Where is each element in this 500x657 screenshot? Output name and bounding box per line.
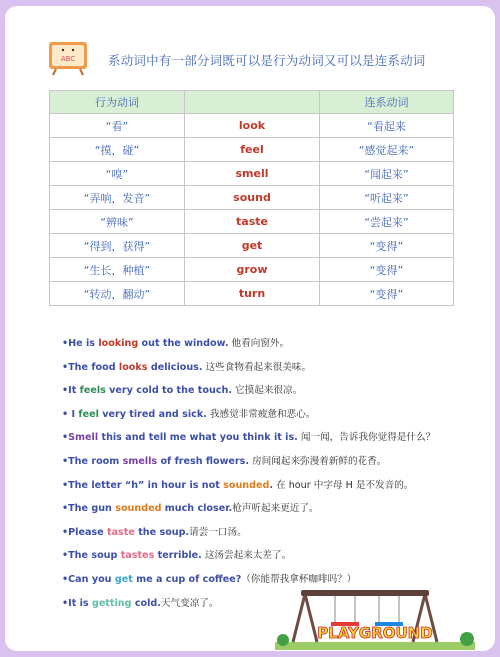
page bbox=[5, 6, 495, 651]
playground-illustration bbox=[275, 584, 475, 650]
header-word bbox=[185, 91, 320, 114]
linking-verb-cell: “看起来 bbox=[320, 114, 454, 138]
chinese-translation: 这汤尝起来太差了。 bbox=[201, 550, 292, 562]
action-verb-cell: “嗅” bbox=[50, 162, 185, 186]
chinese-translation: 他看向窗外。 bbox=[228, 338, 290, 349]
example-sentence bbox=[62, 332, 482, 356]
table-row bbox=[50, 210, 454, 234]
chinese-translation: 它摸起来很凉。 bbox=[231, 385, 303, 397]
chinese-translation: 我感觉非常疲惫和恶心。 bbox=[206, 408, 316, 420]
chinese-translation: 这些食物看起来很美味。 bbox=[202, 361, 312, 373]
example-prefix: • I bbox=[62, 408, 79, 420]
highlighted-verb: looking bbox=[98, 338, 139, 349]
table-row bbox=[50, 186, 454, 210]
example-sentence bbox=[62, 544, 482, 568]
example-sentence bbox=[62, 497, 482, 521]
example-sentence bbox=[62, 426, 482, 450]
action-verb-cell: “转动，翻动” bbox=[50, 282, 185, 306]
action-verb-cell: “得到，获得” bbox=[50, 234, 185, 258]
table-row bbox=[50, 258, 454, 282]
word-cell: taste bbox=[185, 210, 320, 234]
header bbox=[48, 40, 468, 80]
highlighted-verb: smells bbox=[122, 455, 158, 467]
example-sentence bbox=[62, 356, 482, 380]
example-suffix: this and tell me what you think it is. bbox=[98, 432, 298, 444]
example-suffix: of fresh flowers. bbox=[157, 455, 250, 467]
linking-verb-cell: “感觉起来” bbox=[320, 138, 454, 162]
board-text: ABC bbox=[60, 55, 76, 63]
example-suffix: out the window. bbox=[138, 338, 229, 349]
example-sentence bbox=[62, 379, 482, 403]
example-prefix: •The gun bbox=[62, 503, 116, 515]
action-verb-cell: “摸，碰” bbox=[50, 138, 185, 162]
table-row bbox=[50, 234, 454, 258]
example-prefix: •The food bbox=[62, 361, 119, 373]
highlighted-verb: getting bbox=[91, 597, 132, 609]
example-suffix: . bbox=[269, 479, 274, 491]
highlighted-verb: taste bbox=[107, 526, 135, 538]
word-cell: smell bbox=[185, 162, 320, 186]
word-cell: sound bbox=[185, 186, 320, 210]
example-prefix: •Can you bbox=[62, 573, 115, 585]
example-suffix: delicious. bbox=[147, 361, 203, 373]
example-prefix: •The soup bbox=[62, 550, 121, 562]
highlighted-verb: feel bbox=[78, 408, 99, 420]
example-prefix: •Please bbox=[62, 526, 107, 538]
linking-verb-cell: “闻起来” bbox=[320, 162, 454, 186]
example-suffix: the soup. bbox=[134, 526, 190, 538]
example-prefix: •It is bbox=[62, 597, 92, 609]
verb-table bbox=[49, 90, 454, 306]
page-title: 系动词中有一部分词既可以是行为动词又可以是连系动词 bbox=[108, 53, 426, 68]
example-suffix: cold. bbox=[131, 597, 161, 609]
example-sentence bbox=[62, 474, 482, 498]
chalkboard-icon bbox=[48, 40, 88, 76]
playground-label: PLAYGROUND bbox=[317, 624, 433, 642]
chinese-translation: 闻一闻，告诉我你觉得是什么？ bbox=[297, 432, 436, 444]
linking-verb-cell: “尝起来” bbox=[320, 210, 454, 234]
example-sentences bbox=[62, 332, 482, 615]
highlighted-verb: feels bbox=[79, 385, 106, 397]
header-linking-verb: 连系动词 bbox=[320, 91, 454, 114]
table-row bbox=[50, 282, 454, 306]
example-sentence bbox=[62, 403, 482, 427]
highlighted-verb: looks bbox=[118, 361, 148, 373]
word-cell: feel bbox=[185, 138, 320, 162]
example-prefix: •The room bbox=[62, 455, 123, 467]
word-cell: get bbox=[185, 234, 320, 258]
example-sentence bbox=[62, 450, 482, 474]
highlighted-verb: sounded bbox=[115, 503, 162, 515]
linking-verb-cell: “听起来” bbox=[320, 186, 454, 210]
word-cell: turn bbox=[185, 282, 320, 306]
example-suffix: very tired and sick. bbox=[98, 408, 207, 420]
word-cell: look bbox=[185, 114, 320, 138]
example-prefix: •It bbox=[62, 385, 80, 397]
table-row bbox=[50, 114, 454, 138]
chinese-translation: 天气变凉了。 bbox=[160, 597, 219, 609]
highlighted-verb: tastes bbox=[120, 550, 155, 562]
example-suffix: me a cup of coffee? bbox=[132, 573, 242, 585]
linking-verb-cell: “变得” bbox=[320, 258, 454, 282]
highlighted-verb: sounded bbox=[223, 479, 270, 491]
table-header-row bbox=[50, 91, 454, 114]
chinese-translation: 在 hour 中字母 H 是不发音的。 bbox=[273, 479, 414, 491]
example-prefix: • bbox=[62, 432, 69, 444]
example-prefix: •He is bbox=[62, 338, 99, 349]
chinese-translation: 枪声听起来更近了。 bbox=[232, 503, 319, 515]
linking-verb-cell: “变得” bbox=[320, 282, 454, 306]
table-row bbox=[50, 162, 454, 186]
action-verb-cell: “看” bbox=[50, 114, 185, 138]
example-suffix: much closer. bbox=[161, 503, 233, 515]
highlighted-verb: Smell bbox=[68, 432, 99, 444]
word-cell: grow bbox=[185, 258, 320, 282]
action-verb-cell: “辨味” bbox=[50, 210, 185, 234]
linking-verb-cell: “变得” bbox=[320, 234, 454, 258]
table-row bbox=[50, 138, 454, 162]
example-sentence bbox=[62, 521, 482, 545]
chinese-translation: 请尝一口汤。 bbox=[189, 526, 247, 538]
chinese-translation: 房间闻起来弥漫着新鲜的花香。 bbox=[249, 455, 387, 467]
action-verb-cell: “弄响，发音” bbox=[50, 186, 185, 210]
example-suffix: very cold to the touch. bbox=[105, 385, 232, 397]
example-suffix: terrible. bbox=[154, 550, 202, 562]
header-action-verb: 行为动词 bbox=[50, 91, 185, 114]
chinese-translation: （你能帮我拿杯咖啡吗？） bbox=[241, 573, 357, 585]
example-prefix: •The letter “h” in hour is not bbox=[62, 479, 224, 491]
highlighted-verb: get bbox=[114, 573, 133, 585]
action-verb-cell: “生长，种植” bbox=[50, 258, 185, 282]
